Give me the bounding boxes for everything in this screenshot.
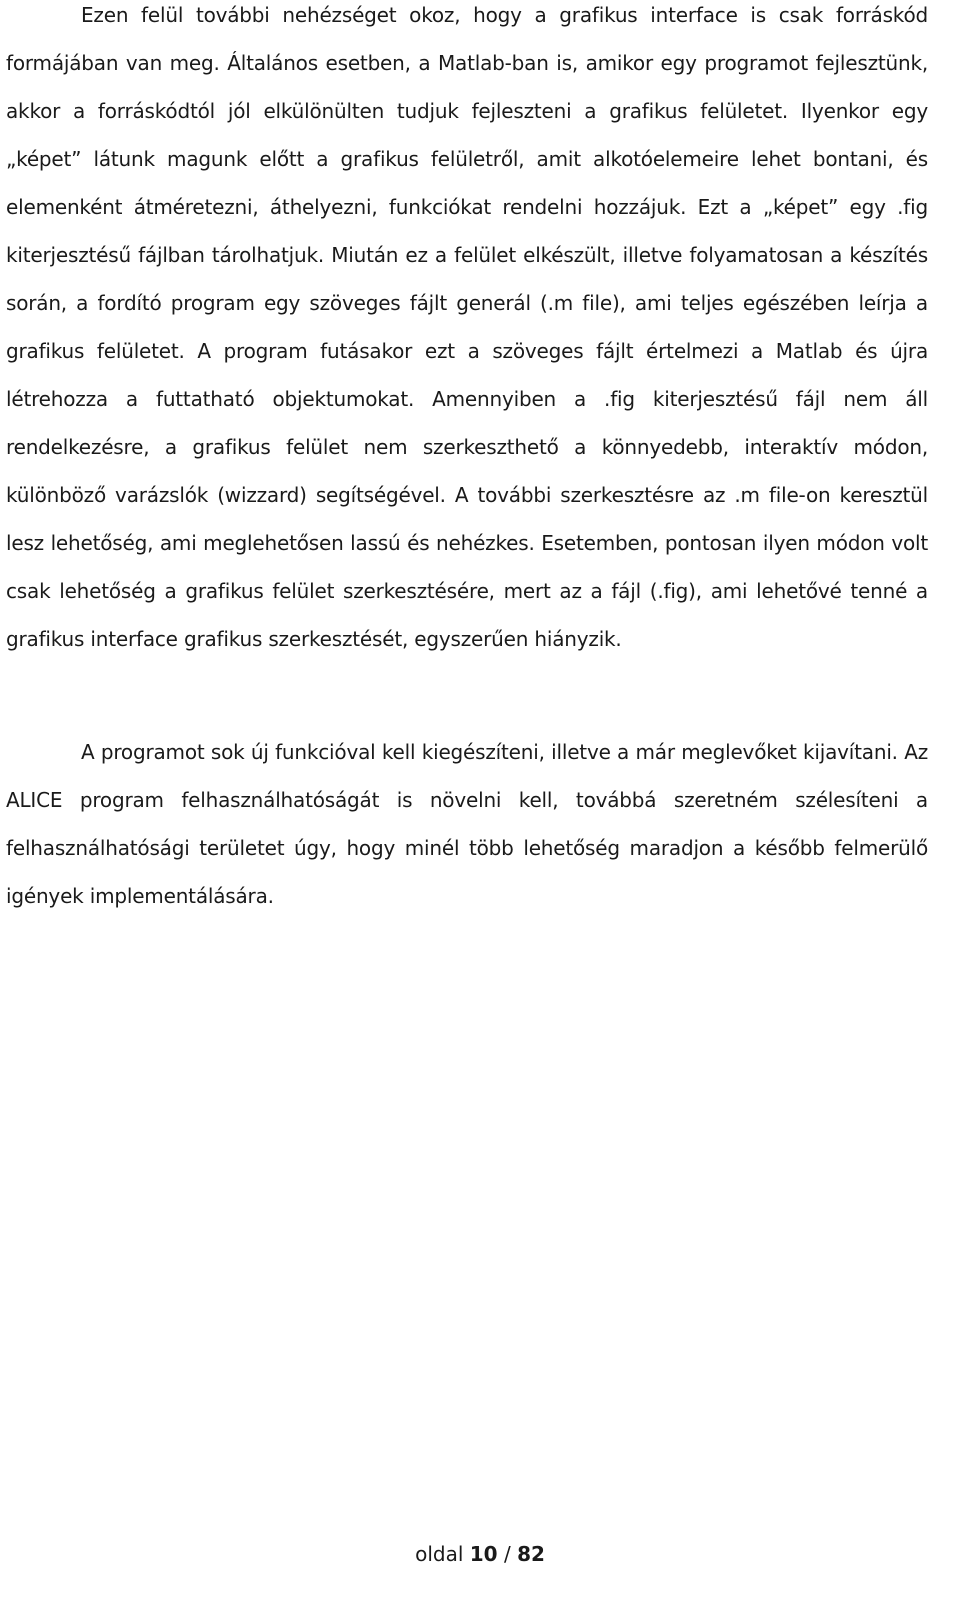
total-pages-number: 82 bbox=[517, 1542, 545, 1566]
current-page-number: 10 bbox=[469, 1542, 498, 1566]
page-footer bbox=[0, 1534, 960, 1574]
paragraph-grafikus-interface: Ezen felül további nehézséget okoz, hogy a grafikus interface is csak forráskód formájában van meg. Általános esetben, a Matlab-ban is, amikor egy programot fejlesztünk, akkor a forráskódtól jól elkülönülten tudjuk fejleszteni a grafikus felületet. Ilyenkor egy „képet” látunk magunk előtt a grafikus felületről, amit alkotóelemeire lehet bontani, és elemenként átméretezni, áthelyezni, funkciókat rendelni hozzájuk. Ezt a „képet” egy .fig kiterjesztésű fájlban tárolhatjuk. Miután ez a felület elkészült, illetve folyamatosan a készítés során, a fordító program egy szöveges fájlt generál (.m file), ami teljes egészében leírja a grafikus felületet. A program futásakor ezt a szöveges fájlt értelmezi a Matlab és újra létrehozza a futtatható objektumokat. Amennyiben a .fig kiterjesztésű fájl nem áll rendelkezésre, a grafikus felület nem szerkeszthető a könnyedebb, interaktív módon, különböző varázslók (wizzard) segítségével. A további szerkesztésre az .m file-on keresztül lesz lehetőség, ami meglehetősen lassú és nehézkes. Esetemben, pontosan ilyen módon volt csak lehetőség a grafikus felület szerkesztésére, mert az a fájl (.fig), ami lehetővé tenné a grafikus interface grafikus szerkesztését, egyszerűen hiányzik. bbox=[6, 3, 928, 651]
page-label: oldal bbox=[415, 1542, 464, 1566]
paragraph-programot-kiegeszit: A programot sok új funkcióval kell kiegészíteni, illetve a már meglevőket kijavítani. Az ALICE program felhasználhatóságát is növelni kell, továbbá szeretném szélesíteni a felhasználhatósági területet úgy, hogy minél több lehetőség maradjon a később felmerülő igények implementálására. bbox=[6, 740, 928, 908]
page-separator: / bbox=[503, 1542, 511, 1566]
